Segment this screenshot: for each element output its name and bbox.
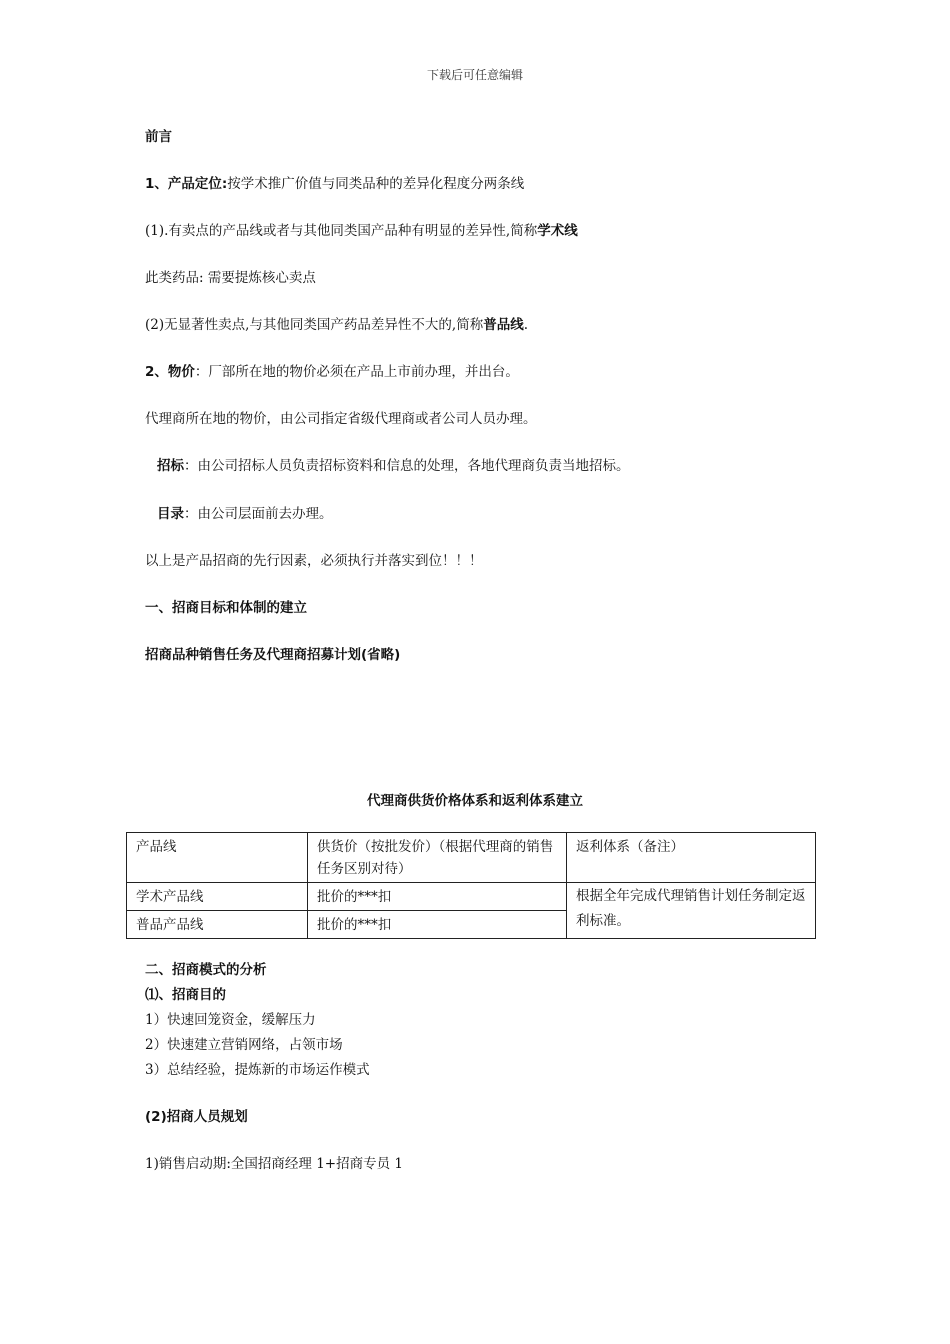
- table-cell: 普品产品线: [127, 911, 308, 939]
- catalog-label: 目录: [157, 506, 184, 522]
- generic-line-text: (2)无显著性卖点,与其他同类国产药品差异性不大的,简称: [145, 317, 484, 333]
- preface-title: 前言: [145, 129, 172, 145]
- table-header-row: [127, 833, 816, 883]
- item-2-pricing: [145, 363, 519, 381]
- item-1-label: 1、产品定位:: [145, 176, 228, 192]
- section-2-heading: 二、招商模式的分析: [145, 962, 267, 978]
- item-1-text: 按学术推广价值与同类品种的差异化程度分两条线: [227, 176, 525, 192]
- table-cell: 学术产品线: [127, 883, 308, 911]
- item-1-note: 此类药品: 需要提炼核心卖点: [145, 270, 316, 286]
- catalog-line: [157, 505, 333, 523]
- item-2-label: 2、物价: [145, 364, 195, 380]
- bidding-label: 招标: [157, 458, 184, 474]
- goal-item: 2）快速建立营销网络，占领市场: [145, 1037, 343, 1053]
- price-rebate-table: [126, 832, 816, 939]
- goal-item: 3）总结经验，提炼新的市场运作模式: [145, 1062, 370, 1078]
- item-2-text: ：厂部所在地的物价必须在产品上市前办理，并出台。: [194, 364, 519, 380]
- page-header: 下载后可任意编辑: [426, 68, 523, 82]
- item-2-note: 代理商所在地的物价，由公司指定省级代理商或者公司人员办理。: [145, 411, 537, 427]
- item-1-academic-line: [145, 222, 578, 240]
- catalog-text: ：由公司层面前去办理。: [184, 506, 333, 522]
- table-cell: 批价的***扣: [308, 911, 567, 939]
- section-1-heading: 一、招商目标和体制的建立: [145, 600, 307, 616]
- item-1-generic-line: [145, 316, 528, 334]
- table-title: 代理商供货价格体系和返利体系建立: [367, 793, 583, 809]
- table-header-cell: 供货价（按批发价）（根据代理商的销售任务区别对待）: [308, 833, 567, 883]
- academic-line-text: (1).有卖点的产品线或者与其他同类国产品种有明显的差异性,简称: [145, 223, 538, 239]
- academic-line-term: 学术线: [537, 223, 578, 239]
- staff-plan-line: 1)销售启动期:全国招商经理 1+招商专员 1: [145, 1156, 403, 1172]
- rebate-note-cell: 根据全年完成代理销售计划任务制定返利标准。: [567, 883, 816, 939]
- goal-item: 1）快速回笼资金，缓解压力: [145, 1012, 316, 1028]
- item-1-positioning: [145, 175, 524, 193]
- generic-line-tail: .: [523, 317, 529, 333]
- bidding-line: [157, 457, 630, 475]
- subsection-goals: ⑴、招商目的: [145, 987, 226, 1003]
- table-header-cell: 产品线: [127, 833, 308, 883]
- generic-line-term: 普品线: [483, 317, 524, 333]
- summary-line: 以上是产品招商的先行因素，必须执行并落实到位！！！: [145, 553, 483, 569]
- table-row: [127, 883, 816, 911]
- section-1-subheading: 招商品种销售任务及代理商招募计划(省略): [145, 647, 401, 663]
- table-header-cell: 返利体系（备注）: [567, 833, 816, 883]
- bidding-text: ：由公司招标人员负责招标资料和信息的处理，各地代理商负责当地招标。: [184, 458, 630, 474]
- table-cell: 批价的***扣: [308, 883, 567, 911]
- subsection-staff: (2)招商人员规划: [145, 1109, 248, 1125]
